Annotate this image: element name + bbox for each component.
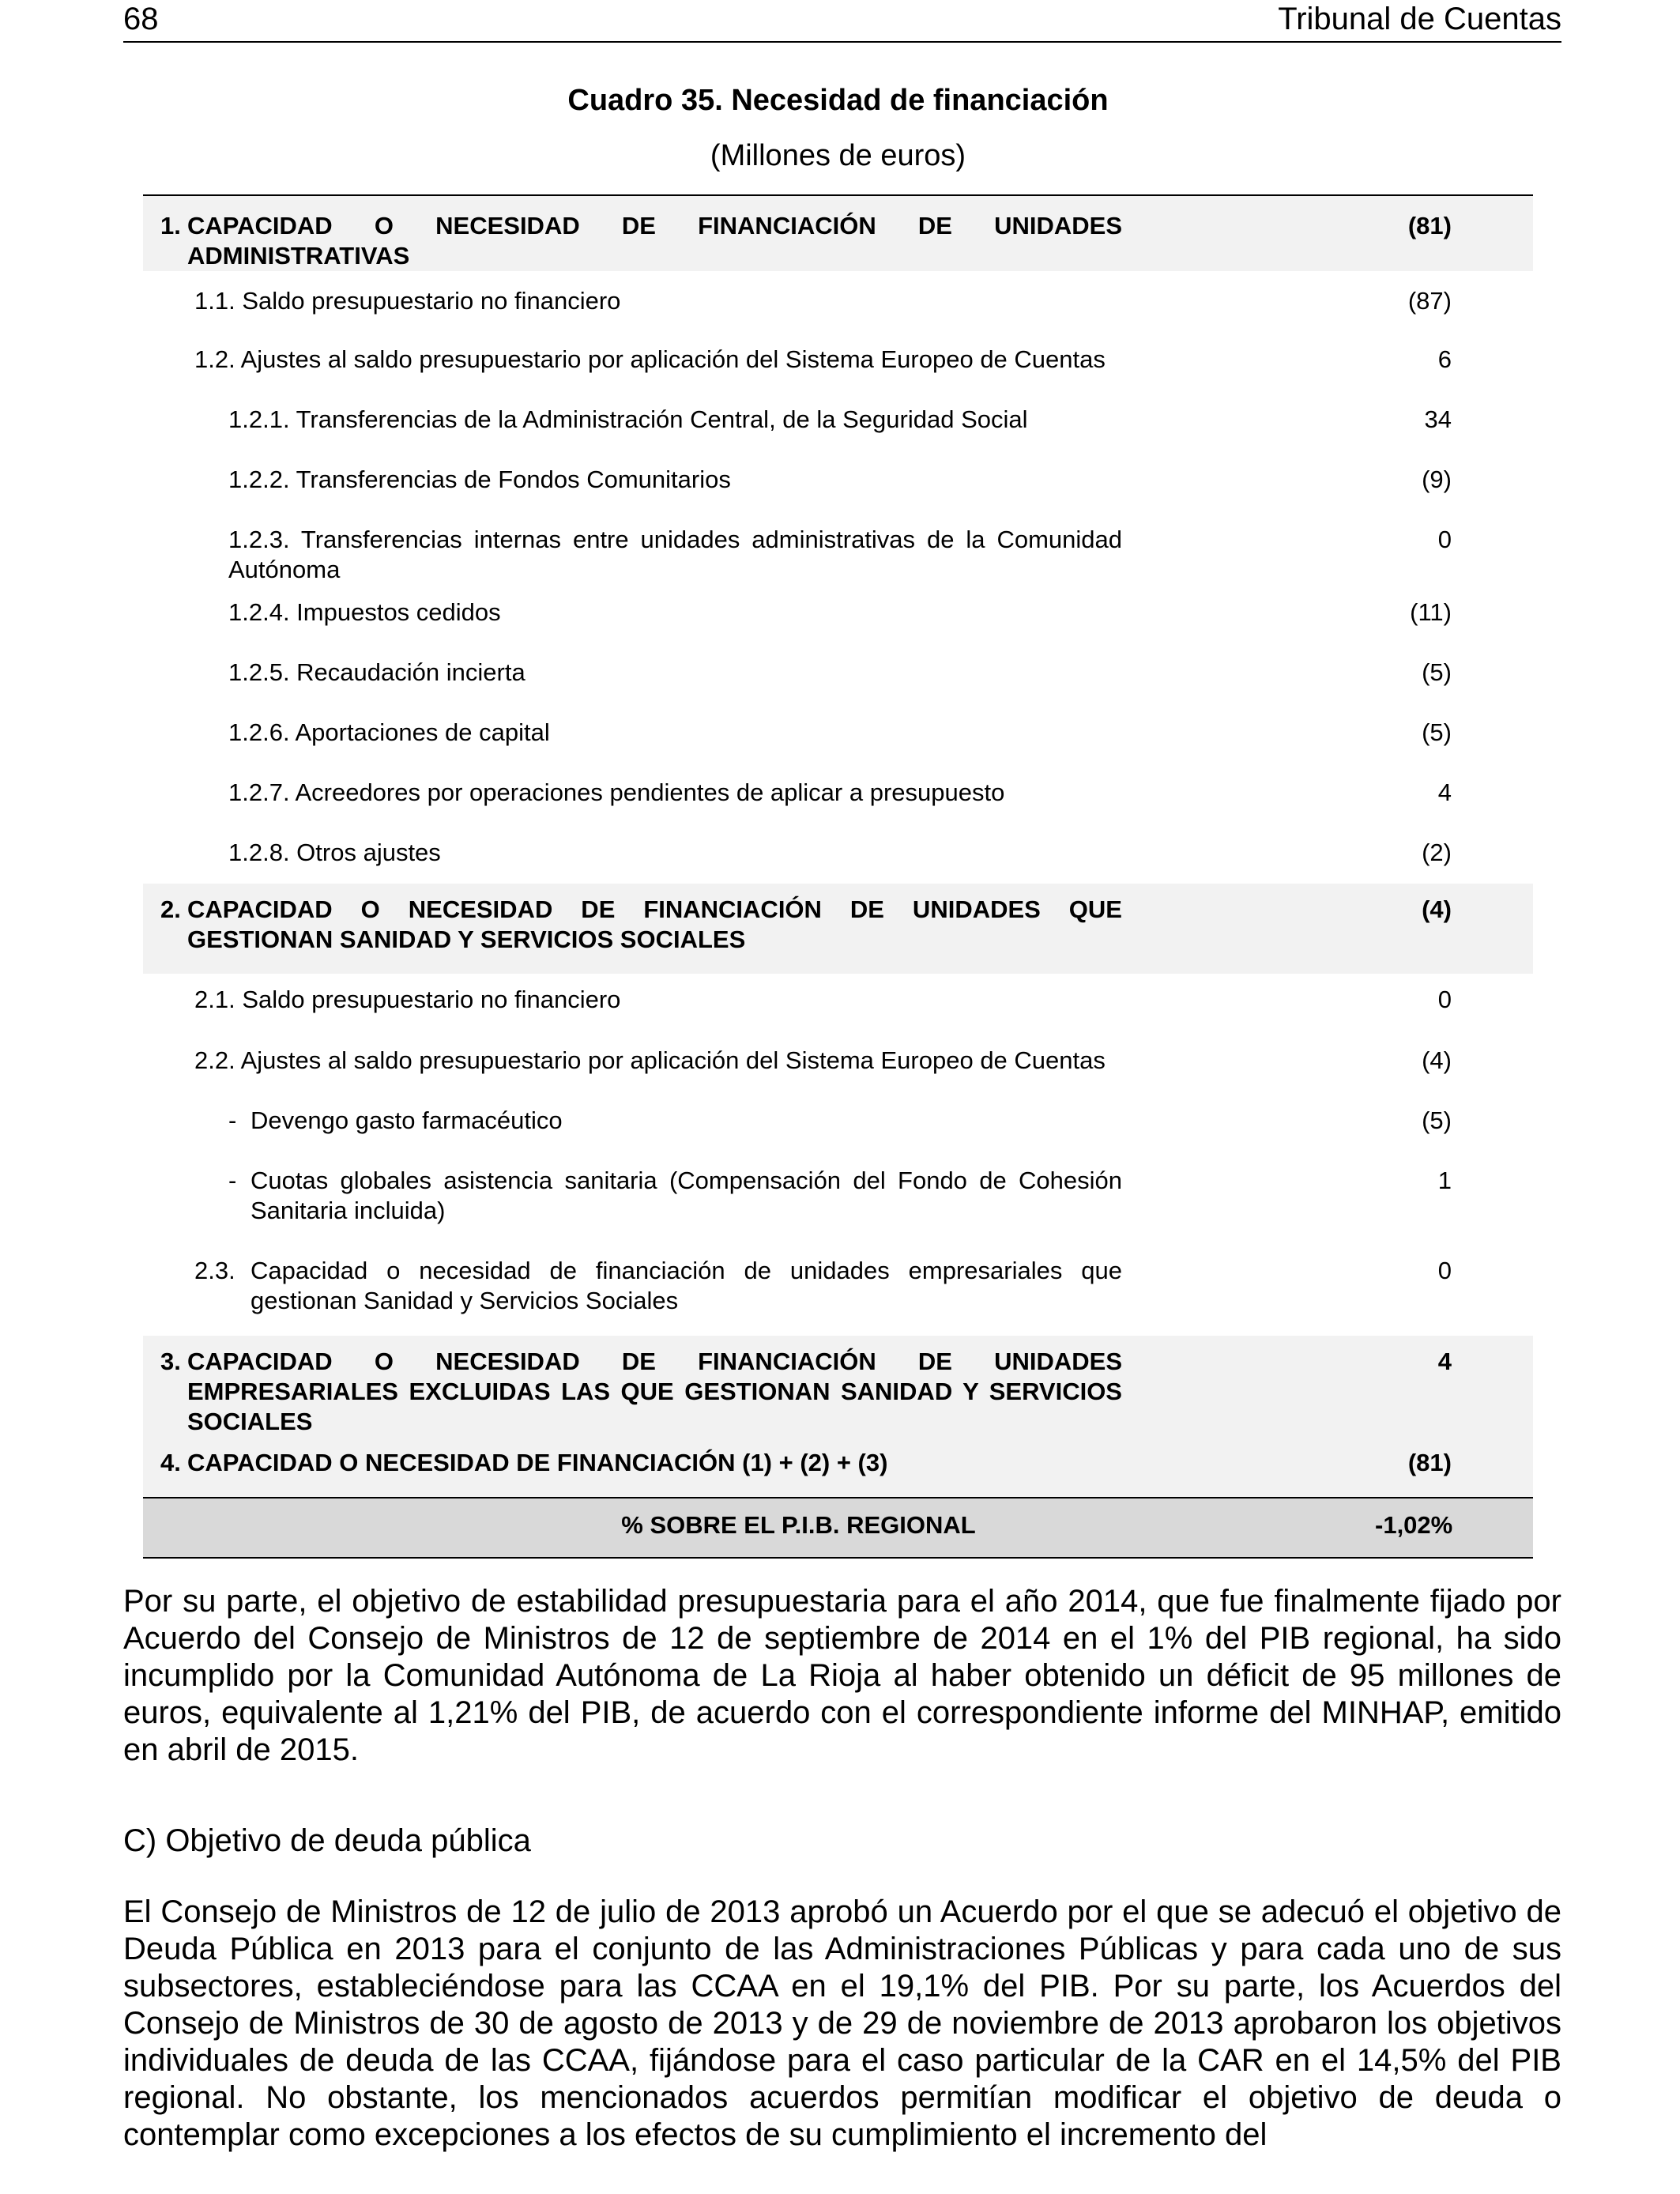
table-row	[143, 392, 1533, 452]
table-row	[143, 195, 1533, 271]
row-label: 2.1. Saldo presupuestario no financiero	[194, 986, 621, 1013]
row-marker: 2.3.	[194, 1257, 235, 1284]
row-value: 0	[1437, 986, 1452, 1013]
row-value: (4)	[1375, 884, 1533, 974]
table-row	[143, 585, 1533, 645]
row-label: CAPACIDAD O NECESIDAD DE FINANCIACIÓN DE UNIDADES ADMINISTRATIVAS	[187, 212, 1122, 270]
row-label: Devengo gasto farmacéutico	[250, 1106, 563, 1134]
table-row	[143, 512, 1533, 585]
row-value: 0	[1437, 1257, 1452, 1284]
table-row	[143, 452, 1533, 512]
row-label: CAPACIDAD O NECESIDAD DE FINANCIACIÓN (1) + (2) + (3)	[187, 1449, 888, 1476]
row-marker: 1.	[160, 212, 181, 239]
table-row	[143, 1336, 1533, 1437]
row-label: 1.2. Ajustes al saldo presupuestario por aplicación del Sistema Europeo de Cuentas	[194, 345, 1106, 373]
table-row	[143, 1034, 1533, 1094]
row-value: (81)	[1375, 1437, 1533, 1498]
row-value: (2)	[1422, 839, 1452, 866]
financing-table	[143, 194, 1533, 1559]
page-number: 68	[123, 2, 159, 36]
section-heading: C) Objetivo de deuda pública	[123, 1823, 531, 1858]
table-row-total	[143, 1498, 1533, 1558]
row-marker: 4.	[160, 1449, 181, 1476]
row-value: 34	[1424, 405, 1452, 433]
row-marker: 2.	[160, 895, 181, 923]
paragraph: Por su parte, el objetivo de estabilidad presupuestaria para el año 2014, que fue finalmente fijado por Acuerdo del Consejo de Ministros de 12 de septiembre de 2014 en el 1% del PIB regional, ha sido incumplido por la Comunidad Autónoma de La Rioja al haber obtenido un déficit de 95 millones de euros, equivalente al 1,21% del PIB, de acuerdo con el correspondiente informe del MINHAP, emitido en abril de 2015.	[123, 1584, 1561, 1767]
row-label: 1.2.3. Transferencias internas entre unidades administrativas de la Comunidad Autónoma	[228, 526, 1122, 583]
row-value: (81)	[1375, 195, 1533, 271]
row-value: (5)	[1422, 1106, 1452, 1134]
row-label: 1.2.8. Otros ajustes	[228, 839, 441, 866]
row-value: (4)	[1422, 1046, 1452, 1074]
row-value: (87)	[1407, 287, 1452, 315]
row-value: 4	[1375, 1336, 1533, 1437]
table-title: Cuadro 35. Necesidad de financiación	[567, 84, 1109, 117]
row-label: 1.2.6. Aportaciones de capital	[228, 718, 550, 746]
row-value: 0	[1437, 526, 1452, 553]
row-value: (5)	[1422, 658, 1452, 686]
row-label: 1.2.1. Transferencias de la Administración Central, de la Seguridad Social	[228, 405, 1028, 433]
row-label: 1.2.7. Acreedores por operaciones pendientes de aplicar a presupuesto	[228, 778, 1005, 806]
row-label: 1.2.2. Transferencias de Fondos Comunitarios	[228, 466, 731, 493]
row-label: Cuotas globales asistencia sanitaria (Compensación del Fondo de Cohesión Sanitaria incluida)	[250, 1167, 1122, 1224]
table-row	[143, 765, 1533, 825]
table-row	[143, 1094, 1533, 1154]
row-label: % SOBRE EL P.I.B. REGIONAL	[143, 1498, 1375, 1558]
page-header	[123, 0, 1561, 43]
row-value: (9)	[1422, 466, 1452, 493]
row-label: 1.1. Saldo presupuestario no financiero	[194, 287, 621, 315]
row-marker: 3.	[160, 1348, 181, 1375]
row-value: 6	[1437, 345, 1452, 373]
table-row	[143, 974, 1533, 1034]
table-row	[143, 332, 1533, 392]
row-value: -1,02%	[1375, 1498, 1533, 1558]
paragraph: El Consejo de Ministros de 12 de julio de 2013 aprobó un Acuerdo por el que se adecuó el objetivo de Deuda Pública en 2013 para el conjunto de las Administraciones Públicas y para cada uno de sus subsectores, estableciéndose para las CCAA en el 19,1% del PIB. Por su parte, los Acuerdos del Consejo de Ministros de 30 de agosto de 2013 y de 29 de noviembre de 2013 aprobaron los objetivos individuales de deuda de las CCAA, fijándose para el caso particular de la CAR en el 14,5% del PIB regional. No obstante, los mencionados acuerdos permitían modificar el objetivo de deuda o contemplar como excepciones a los efectos de su cumplimiento el incremento del	[123, 1894, 1561, 2152]
table-subtitle: (Millones de euros)	[710, 139, 966, 172]
row-label: 2.2. Ajustes al saldo presupuestario por aplicación del Sistema Europeo de Cuentas	[194, 1046, 1106, 1074]
row-label: 1.2.4. Impuestos cedidos	[228, 598, 501, 626]
row-value: (11)	[1410, 598, 1452, 626]
dash-marker: -	[228, 1106, 237, 1134]
row-value: 1	[1437, 1167, 1452, 1194]
row-label: Capacidad o necesidad de financiación de unidades empresariales que gestionan Sanidad y Servicios Sociales	[250, 1257, 1122, 1314]
row-value: (5)	[1422, 718, 1452, 746]
row-label: CAPACIDAD O NECESIDAD DE FINANCIACIÓN DE UNIDADES EMPRESARIALES EXCLUIDAS LAS QUE GESTIONAN SANIDAD Y SERVICIOS SOCIALES	[187, 1348, 1122, 1435]
table-row	[143, 1437, 1533, 1498]
table-row	[143, 884, 1533, 974]
dash-marker: -	[228, 1167, 237, 1194]
row-label: 1.2.5. Recaudación incierta	[228, 658, 525, 686]
row-value: 4	[1437, 778, 1452, 806]
table-row	[143, 825, 1533, 884]
table-row	[143, 645, 1533, 705]
table-row	[143, 1245, 1533, 1336]
header-title: Tribunal de Cuentas	[1278, 2, 1561, 36]
row-label: CAPACIDAD O NECESIDAD DE FINANCIACIÓN DE UNIDADES QUE GESTIONAN SANIDAD Y SERVICIOS SOCIALES	[187, 895, 1122, 953]
table-row	[143, 705, 1533, 765]
table-row	[143, 271, 1533, 332]
table-row	[143, 1154, 1533, 1245]
